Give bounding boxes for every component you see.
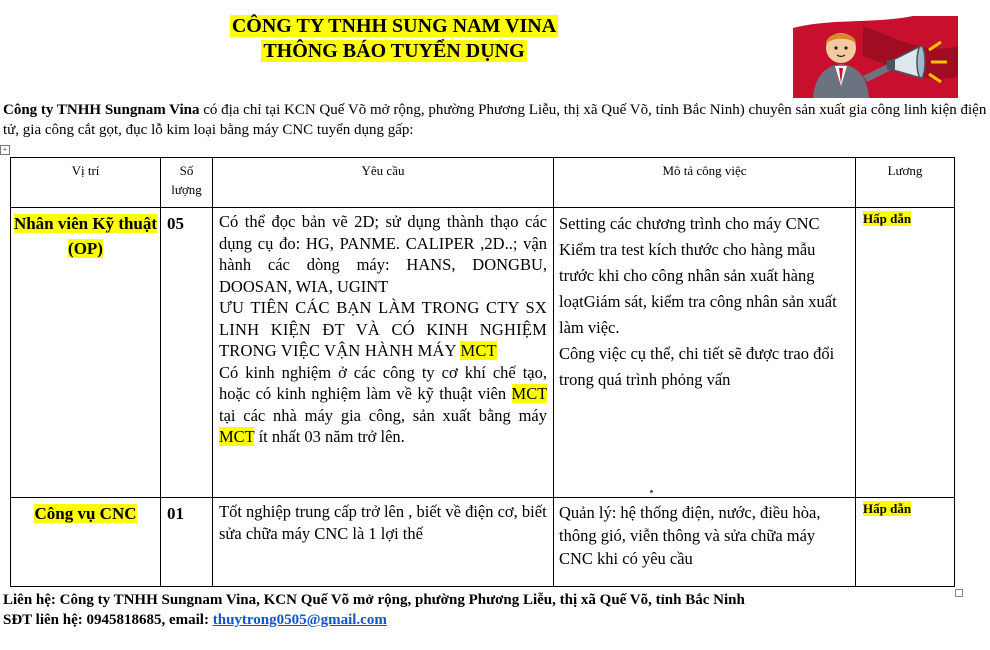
table-row <box>11 498 955 587</box>
requirement-experience: Có kinh nghiệm ở các công ty cơ khí chế tạo, hoặc có kinh nghiệm làm về kỹ thuật viên MCT tại các nhà máy gia công, sản xuất bằng máy MCT ít nhất 03 năm trở lên. <box>219 362 547 446</box>
position-cell: Công vụ CNC <box>11 498 161 587</box>
table-row <box>11 208 955 498</box>
requirement-priority: ƯU TIÊN CÁC BẠN LÀM TRONG CTY SX LINH KIỆN ĐT VÀ CÓ KINH NGHIỆM TRONG VIỆC VẬN HÀNH MÁY MCT <box>219 298 547 360</box>
header-position: Vị trí <box>11 158 161 208</box>
description-cell: Setting các chương trình cho máy CNC Kiểm tra test kích thước cho hàng mẫu trước khi cho công nhân sản xuất hàng loạtGiám sát, kiểm tra công nhân sản xuất làm việc. Công việc cụ thể, chi tiết sẽ được trao đổi trong quá trình phỏng vấn <box>554 208 856 498</box>
jobs-table <box>10 157 955 587</box>
email-link[interactable]: thuytrong0505@gmail.com <box>212 612 387 628</box>
stray-dot <box>650 490 653 493</box>
table-move-handle-icon[interactable]: + <box>0 145 10 155</box>
header-requirements: Yêu cầu <box>213 158 554 208</box>
intro-paragraph <box>3 100 988 140</box>
position-cell: Nhân viên Kỹ thuật (OP) <box>11 208 161 498</box>
header-description: Mô tả công việc <box>554 158 856 208</box>
salary-cell: Hấp dẫn <box>856 208 955 498</box>
contact-phone-email: SĐT liên hệ: 0945818685, email: thuytrong0505@gmail.com <box>3 612 387 628</box>
salary-cell: Hấp dẫn <box>856 498 955 587</box>
title-block <box>0 14 788 64</box>
company-title: CÔNG TY TNHH SUNG NAM VINA <box>231 15 557 37</box>
table-header-row <box>11 158 955 208</box>
requirements-cell: Tốt nghiệp trung cấp trở lên , biết về điện cơ, biết sửa chữa máy CNC là 1 lợi thế <box>213 498 554 587</box>
intro-text: có địa chỉ tại KCN Quế Võ mở rộng, phường Phương Liễu, thị xã Quế Võ, tỉnh Bắc Ninh) chuyên sản xuất gia công linh kiện điện tử, gia công cắt gọt, đục lỗ kim loại bằng máy CNC tuyển dụng gấp: <box>3 102 987 138</box>
businessman-megaphone-illustration <box>793 16 958 98</box>
header-quantity: Số lượng <box>161 158 213 208</box>
description-cell: Quản lý: hệ thống điện, nước, điều hòa, thông gió, viễn thông và sửa chữa máy CNC khi có yêu cầu <box>554 498 856 587</box>
quantity-cell: 01 <box>161 498 213 587</box>
contact-address: Liên hệ: Công ty TNHH Sungnam Vina, KCN Quế Võ mở rộng, phường Phương Liễu, thị xã Quế Võ, tỉnh Bắc Ninh <box>3 592 745 608</box>
quantity-cell: 05 <box>161 208 213 498</box>
table-resize-handle-icon[interactable] <box>955 589 963 597</box>
requirement-paragraph: Có thể đọc bản vẽ 2D; sử dụng thành thạo các dụng cụ đo: HG, PANME. CALIPER ,2D..; vận hành các dòng máy: HANS, DONGBU, DOOSAN, WIA, UGINT <box>219 212 547 296</box>
contact-block <box>3 590 745 630</box>
requirements-cell <box>213 208 554 498</box>
intro-company-name: Công ty TNHH Sungnam Vina <box>3 102 200 118</box>
notice-title: THÔNG BÁO TUYỂN DỤNG <box>263 40 525 62</box>
header-salary: Lương <box>856 158 955 208</box>
